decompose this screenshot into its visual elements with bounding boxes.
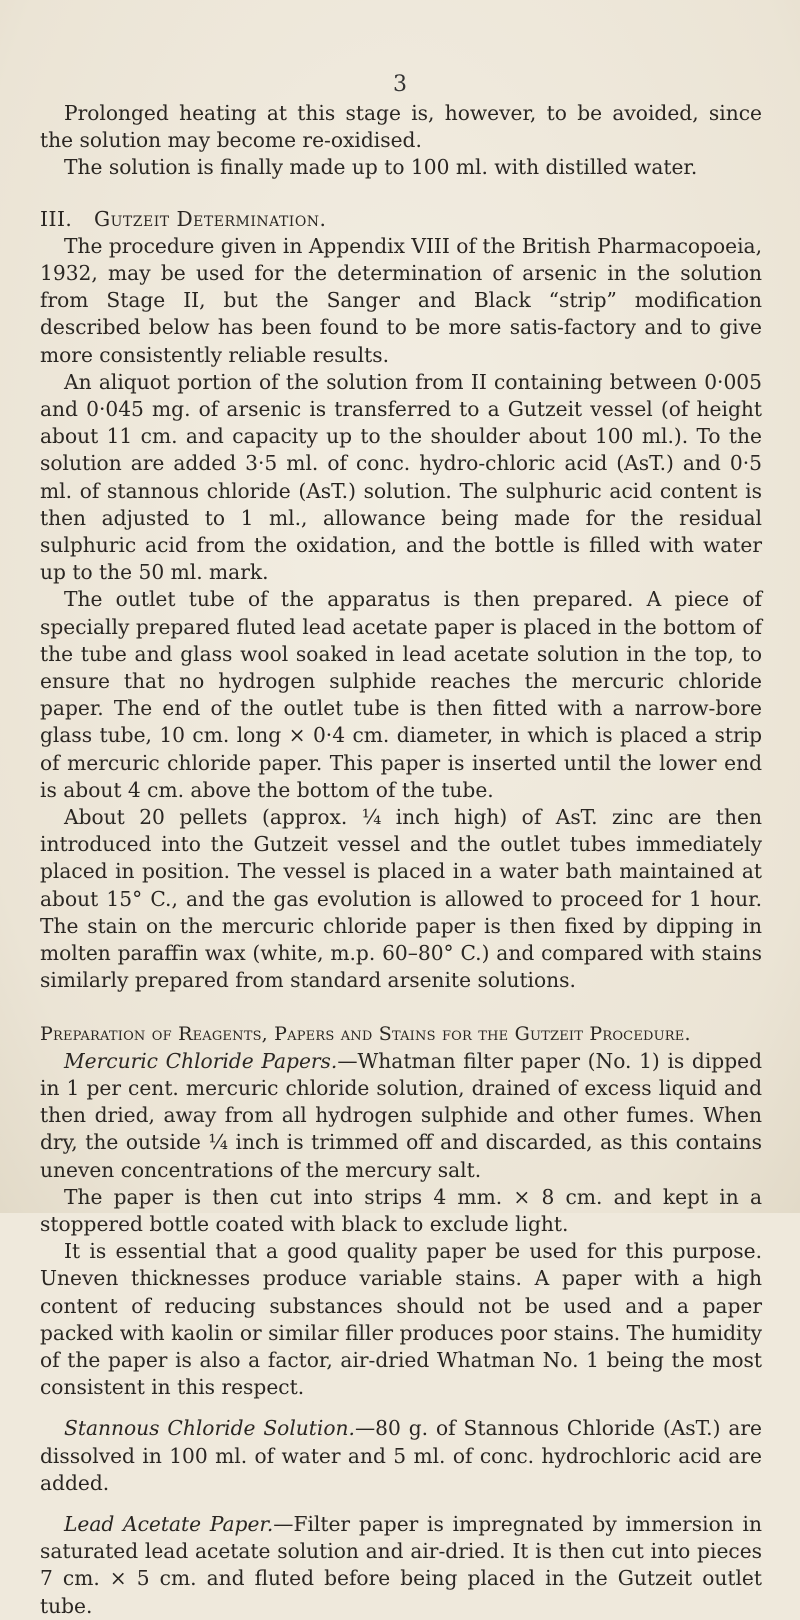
mercuric-paragraph-2: The paper is then cut into strips 4 mm. × 8 cm. and kept in a stoppered bottle coated with black to exclude light. bbox=[40, 1184, 762, 1236]
mercuric-paragraph-3: It is essential that a good quality paper be used for this purpose. Uneven thicknesses produce variable stains. A paper with a high content of reducing substances should not be used and a paper packed with kaolin or similar filler produces poor stains. The humidity of the paper is also a factor, air-dried Whatman No. 1 being the most consistent in this respect. bbox=[40, 1239, 762, 1400]
gutzeit-paragraph-4: About 20 pellets (approx. ¼ inch high) of AsT. zinc are then introduced into the Gutzeit vessel and the outlet tubes immediately placed in position. The vessel is placed in a water bath maintained at about 15° C., and the gas evolution is allowed to proceed for 1 hour. The stain on the mercuric chloride paper is then fixed by dipping in molten paraffin wax (white, m.p. 60–80° C.) and compared with stains similarly prepared from standard arsenite solutions. bbox=[40, 805, 762, 993]
section-heading-gutzeit bbox=[40, 206, 762, 233]
section-number: III. bbox=[40, 206, 73, 231]
intro-paragraph-1: Prolonged heating at this stage is, however, to be avoided, since the solution may become re-oxidised. bbox=[40, 101, 762, 153]
mercuric-text: —Whatman filter paper (No. 1) is dipped in 1 per cent. mercuric chloride solution, drained of excess liquid and then dried, away from all hydrogen sulphide and other fumes. When dry, the outside ¼ inch is trimmed off and discarded, as this contains uneven concentrations of the mercury salt. bbox=[40, 1048, 763, 1182]
lead-acetate-text: —Filter paper is impregnated by immersion in saturated lead acetate solution and air-dried. It is then cut into pieces 7 cm. × 5 cm. and fluted before being placed in the Gutzeit outlet tube. bbox=[40, 1511, 762, 1618]
lead-acetate-label: Lead Acetate Paper. bbox=[64, 1511, 274, 1536]
preparation-heading: Preparation of Reagents, Papers and Stains for the Gutzeit Procedure. bbox=[40, 1022, 691, 1045]
stannous-label: Stannous Chloride Solution. bbox=[64, 1416, 355, 1441]
stannous-paragraph bbox=[40, 1415, 762, 1497]
mercuric-paragraph-1 bbox=[40, 1048, 762, 1184]
page-number: 3 bbox=[393, 72, 407, 97]
gutzeit-paragraph-2: An aliquot portion of the solution from II containing between 0·005 and 0·045 mg. of arsenic is transferred to a Gutzeit vessel (of height about 11 cm. and capacity up to the shoulder about 100 ml.). To the solution are added 3·5 ml. of conc. hydro-chloric acid (AsT.) and 0·5 ml. of stannous chloride (AsT.) solution. The sulphuric acid content is then adjusted to 1 ml., allowance being made for the residual sulphuric acid from the oxidation, and the bottle is filled with water up to the 50 ml. mark. bbox=[40, 369, 762, 585]
intro-paragraph-2: The solution is finally made up to 100 ml. with distilled water. bbox=[64, 155, 698, 180]
gutzeit-paragraph-1: The procedure given in Appendix VIII of the British Pharmacopoeia, 1932, may be used for the determination of arsenic in the solution from Stage II, but the Sanger and Black “strip” modification described below has been found to be more satis-factory and to give more consistently reliable results. bbox=[40, 233, 762, 367]
page-body bbox=[40, 100, 762, 1620]
gutzeit-paragraph-3: The outlet tube of the apparatus is then prepared. A piece of specially prepared fluted lead acetate paper is placed in the bottom of the tube and glass wool soaked in lead acetate solution in the top, to ensure that no hydrogen sulphide reaches the mercuric chloride paper. The end of the outlet tube is then fitted with a narrow-bore glass tube, 10 cm. long × 0·4 cm. diameter, in which is placed a strip of mercuric chloride paper. This paper is inserted until the lower end is about 4 cm. above the bottom of the tube. bbox=[40, 587, 762, 802]
stannous-text: —80 g. of Stannous Chloride (AsT.) are dissolved in 100 ml. of water and 5 ml. of conc. hydrochloric acid are added. bbox=[40, 1416, 762, 1495]
mercuric-label: Mercuric Chloride Papers. bbox=[64, 1048, 338, 1073]
section-title: Gutzeit Determination. bbox=[94, 206, 327, 231]
lead-acetate-paragraph bbox=[40, 1511, 762, 1620]
